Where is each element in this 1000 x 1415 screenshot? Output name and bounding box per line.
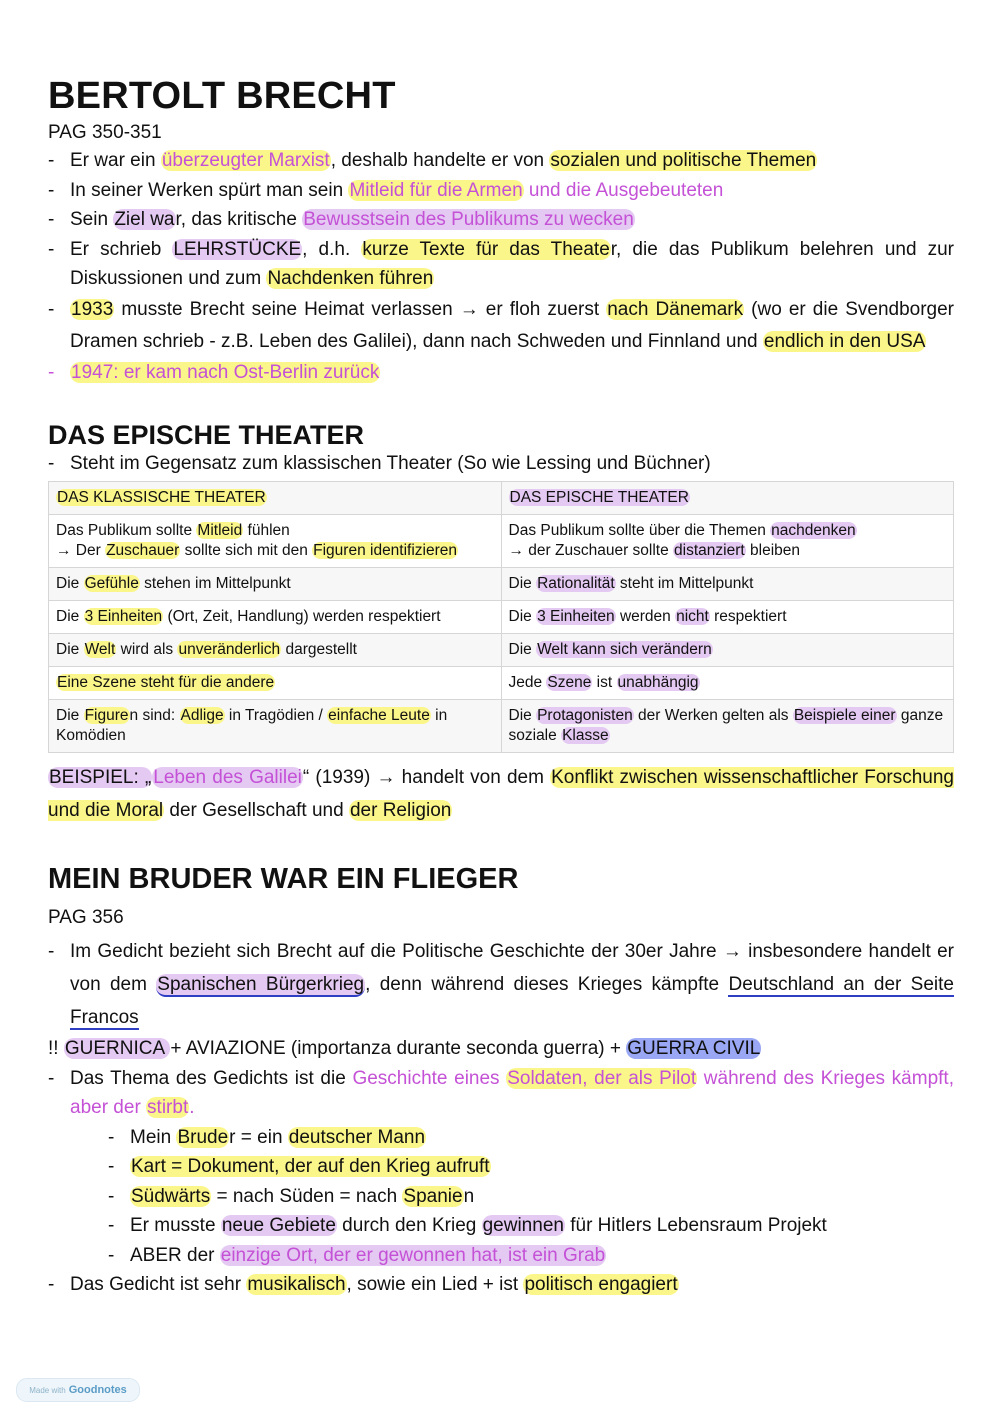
- table-cell: Die Figuren sind: Adlige in Tragödien / einfache Leute in Komödien: [49, 700, 502, 753]
- table-cell: Das Publikum sollte Mitleid fühlen → Der Zuschauer sollte sich mit den Figuren identifizieren: [49, 515, 502, 568]
- bullet-ziel: - Sein Ziel war, das kritische Bewusstsein des Publikums zu wecken: [48, 205, 954, 235]
- bullet-marxist: - Er war ein überzeugter Marxist, deshalb handelte er von sozialen und politische Themen: [48, 146, 954, 176]
- flieger-bullets-3: [48, 1270, 954, 1300]
- notes-page: [48, 72, 954, 1300]
- col-header-episch: DAS EPISCHE THEATER: [501, 482, 954, 515]
- table-header-row: [49, 482, 954, 515]
- table-cell: Die Protagonisten der Werken gelten als Beispiele einer ganze soziale Klasse: [501, 700, 954, 753]
- bullet-exil: - 1933 musste Brecht seine Heimat verlassen → er floh zuerst nach Dänemark (wo er die Svendborger Dramen schrieb - z.B. Leben des Galilei), dann nach Schweden und Finnland und endlich in den USA: [48, 294, 954, 358]
- table-cell: Die Welt kann sich verändern: [501, 634, 954, 667]
- table-row: [49, 515, 954, 568]
- bullet-musikalisch: - Das Gedicht ist sehr musikalisch, sowie ein Lied + ist politisch engagiert: [48, 1270, 954, 1300]
- bullet-ost-berlin: - 1947: er kam nach Ost-Berlin zurück: [48, 358, 954, 388]
- bullet-thema: - Das Thema des Gedichts ist die Geschichte eines Soldaten, der als Pilot während des Krieges kämpft, aber der stirbt.: [48, 1064, 954, 1123]
- made-with-goodnotes-badge: [16, 1378, 140, 1402]
- flieger-bullets-2: [48, 1064, 954, 1123]
- section-title-brecht: BERTOLT BRECHT: [48, 75, 396, 117]
- section-title-flieger: MEIN BRUDER WAR EIN FLIEGER: [48, 863, 519, 895]
- sub-bullet-grab: - ABER der einzige Ort, der er gewonnen hat, ist ein Grab: [108, 1241, 954, 1271]
- bullet-mitleid: - In seiner Werken spürt man sein Mitleid für die Armen und die Ausgebeuteten: [48, 176, 954, 206]
- guernica-note: !! GUERNICA + AVIAZIONE (importanza durante seconda guerra) + GUERRA CIVIL: [48, 1038, 761, 1059]
- table-cell: Die Rationalität steht im Mittelpunkt: [501, 568, 954, 601]
- thema-sub-bullets: [48, 1123, 954, 1271]
- badge-small-text: Made with: [29, 1386, 66, 1395]
- sub-bullet-kart: - Kart = Dokument, der auf den Krieg aufruft: [108, 1152, 954, 1182]
- table-row: [49, 568, 954, 601]
- sub-bullet-suedwaerts: - Südwärts = nach Süden = nach Spanien: [108, 1182, 954, 1212]
- bullet-buergerkrieg: - Im Gedicht bezieht sich Brecht auf die Politische Geschichte der 30er Jahre → insbesondere handelt er von dem Spanischen Bürgerkrieg, denn während dieses Krieges kämpfte Deutschland an der Seite Francos: [48, 935, 954, 1034]
- table-cell: Jede Szene ist unabhängig: [501, 667, 954, 700]
- episch-bullets: [48, 452, 954, 476]
- badge-brand-text: Goodnotes: [68, 1384, 127, 1396]
- sub-bullet-gebiete: - Er musste neue Gebiete durch den Krieg gewinnen für Hitlers Lebensraum Projekt: [108, 1211, 954, 1241]
- table-cell: Das Publikum sollte über die Themen nachdenken → der Zuschauer sollte distanziert bleiben: [501, 515, 954, 568]
- table-row: [49, 667, 954, 700]
- flieger-bullets: [48, 935, 954, 1034]
- bullet-lehrstuecke: - Er schrieb LEHRSTÜCKE, d.h. kurze Texte für das Theater, die das Publikum belehren und zur Diskussionen und zum Nachdenken führen: [48, 235, 954, 294]
- table-cell: Die Welt wird als unveränderlich dargestellt: [49, 634, 502, 667]
- table-cell: Die Gefühle stehen im Mittelpunkt: [49, 568, 502, 601]
- page-reference: PAG 350-351: [48, 122, 162, 143]
- page-reference: PAG 356: [48, 907, 124, 928]
- table-row: [49, 601, 954, 634]
- section-title-episch: DAS EPISCHE THEATER: [48, 420, 365, 450]
- col-header-klassisch: DAS KLASSISCHE THEATER: [49, 482, 502, 515]
- table-row: [49, 700, 954, 753]
- table-cell: Eine Szene steht für die andere: [49, 667, 502, 700]
- comparison-table: [48, 481, 954, 753]
- bullet-gegensatz: - Steht im Gegensatz zum klassischen Theater (So wie Lessing und Büchner): [48, 452, 954, 476]
- table-cell: Die 3 Einheiten werden nicht respektiert: [501, 601, 954, 634]
- sub-bullet-bruder: - Mein Bruder = ein deutscher Mann: [108, 1123, 954, 1153]
- table-cell: Die 3 Einheiten (Ort, Zeit, Handlung) werden respektiert: [49, 601, 502, 634]
- table-row: [49, 634, 954, 667]
- beispiel-paragraph: BEISPIEL: „ Leben des Galilei“ (1939) → handelt von dem Konflikt zwischen wissenschaftlicher Forschung und die Moral der Gesellschaft und der Religion: [48, 767, 954, 821]
- brecht-bullets: [48, 146, 954, 387]
